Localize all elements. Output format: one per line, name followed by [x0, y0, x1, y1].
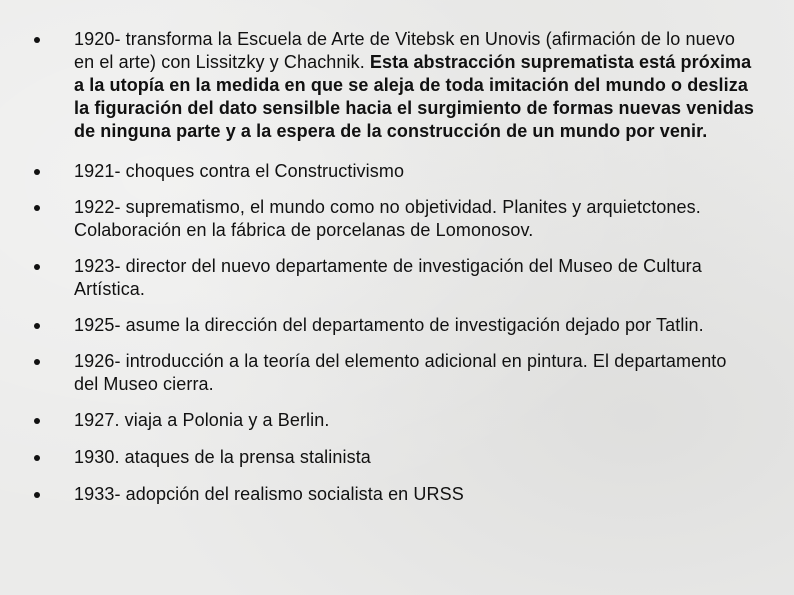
bullet-text: 1927. viaja a Polonia y a Berlin. [74, 410, 330, 430]
bullet-item-1920 [34, 28, 754, 143]
bullet-dot-icon [34, 37, 40, 43]
bullet-text: 1921- choques contra el Constructivismo [74, 161, 405, 181]
bullet-dot-icon [34, 205, 40, 211]
bullet-item-1926 [34, 350, 754, 396]
bullet-text: 1930. ataques de la prensa stalinista [74, 447, 371, 467]
bullet-item-1930 [34, 446, 754, 469]
bullet-item-1922 [34, 196, 754, 242]
bullet-dot-icon [34, 492, 40, 498]
bullet-item-1923 [34, 255, 754, 301]
bullet-item-1927 [34, 409, 754, 432]
bullet-bold-text: Esta abstracción suprematista está próxima a la utopía en la medida en que se aleja de toda imitación del mundo o desliza la figuración del dato sensilble hacia el surgimiento de formas nuevas venidas de ninguna parte y a la espera de la construcción de un mundo por venir. [74, 52, 755, 141]
timeline-bullet-list [34, 28, 754, 506]
bullet-text: 1920- transforma la Escuela de Arte de Vitebsk en Unovis (afirmación de lo nuevo en el arte) con Lissitzky y Chachnik. [74, 29, 736, 72]
bullet-dot-icon [34, 323, 40, 329]
bullet-item-1925 [34, 314, 754, 337]
bullet-item-1921 [34, 160, 754, 183]
bullet-dot-icon [34, 169, 40, 175]
bullet-text: 1922- suprematismo, el mundo como no objetividad. Planites y arquietctones. Colaboración en la fábrica de porcelanas de Lomonosov. [74, 197, 701, 240]
bullet-text: 1933- adopción del realismo socialista en URSS [74, 484, 464, 504]
bullet-dot-icon [34, 264, 40, 270]
bullet-dot-icon [34, 359, 40, 365]
bullet-item-1933 [34, 483, 754, 506]
bullet-text: 1925- asume la dirección del departamento de investigación dejado por Tatlin. [74, 315, 704, 335]
bullet-dot-icon [34, 418, 40, 424]
bullet-dot-icon [34, 455, 40, 461]
bullet-text: 1926- introducción a la teoría del elemento adicional en pintura. El departamento del Museo cierra. [74, 351, 727, 394]
bullet-text: 1923- director del nuevo departamente de investigación del Museo de Cultura Artística. [74, 256, 702, 299]
